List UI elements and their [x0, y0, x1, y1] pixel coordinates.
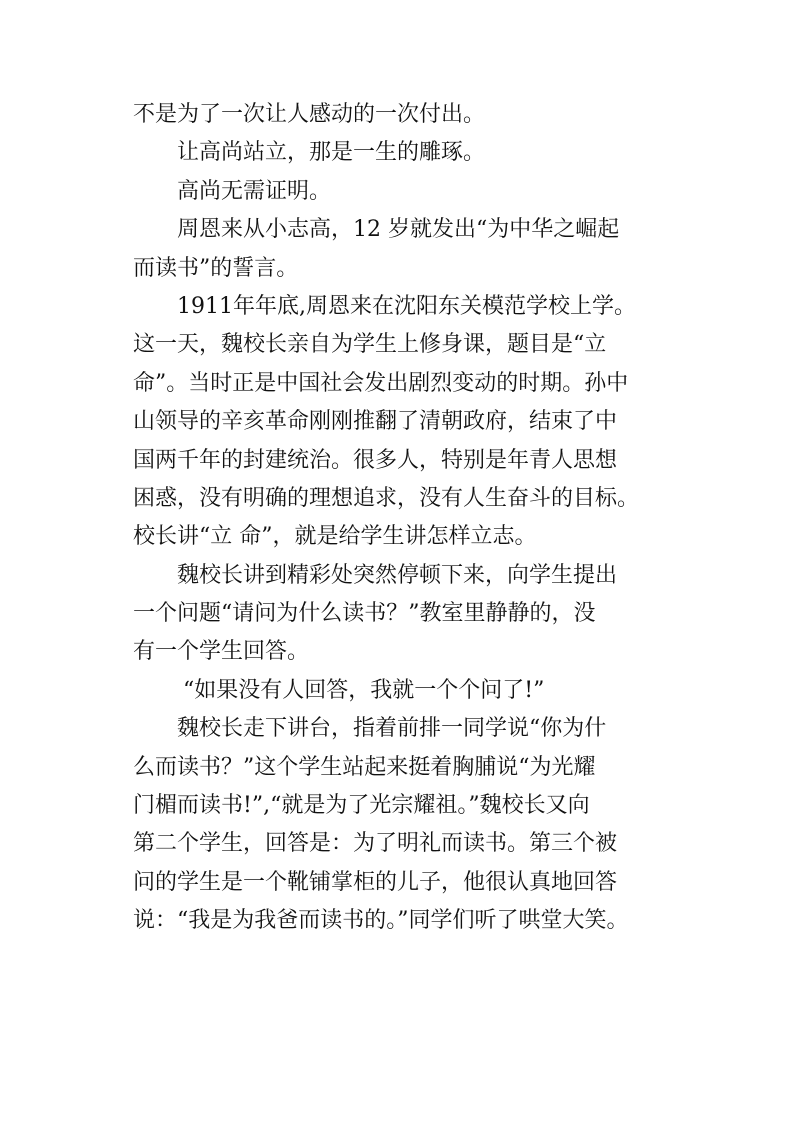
- text-line: 魏校长走下讲台，指着前排一同学说“你为什: [177, 716, 607, 742]
- text-line: 困惑，没有明确的理想追求，没有人生奋斗的目标。: [133, 485, 640, 511]
- text-line: “如果没有人回答，我就一个个问了!”: [183, 677, 545, 703]
- text-line: 这一天，魏校长亲自为学生上修身课，题目是“立: [133, 332, 607, 358]
- text-line: 有一个学生回答。: [133, 639, 310, 665]
- text-line: 一个问题“请问为什么读书？”教室里静静的，没: [133, 601, 596, 627]
- text-line: 而读书”的誓言。: [133, 255, 299, 281]
- text-line: 山领导的辛亥革命刚刚推翻了清朝政府，结束了中: [133, 409, 618, 435]
- text-line: 说：“我是为我爸而读书的。”同学们听了哄堂大笑。: [133, 908, 629, 934]
- text-line: 命”。当时正是中国社会发出剧烈变动的时期。孙中: [133, 370, 629, 396]
- text-line: 校长讲“立 命”，就是给学生讲怎样立志。: [133, 524, 537, 550]
- body-text: [133, 96, 678, 941]
- text-line: 国两千年的封建统治。很多人，特别是年青人思想: [133, 447, 618, 473]
- text-line: 魏校长讲到精彩处突然停顿下来，向学生提出: [177, 562, 618, 588]
- text-line: 高尚无需证明。: [177, 178, 332, 204]
- text-line: 不是为了一次让人感动的一次付出。: [133, 102, 486, 127]
- text-line: 门楣而读书!”,“就是为了光宗耀祖。”魏校长又向: [133, 793, 590, 819]
- text-line: 让高尚站立，那是一生的雕琢。: [177, 140, 486, 166]
- text-line: 周恩来从小志高，12 岁就发出“为中华之崛起: [177, 217, 620, 243]
- text-line: 第二个学生，回答是：为了明礼而读书。第三个被: [133, 831, 618, 857]
- text-line: 1911年年底,周恩来在沈阳东关模范学校上学。: [177, 293, 636, 319]
- text-line: 问的学生是一个靴铺掌柜的儿子，他很认真地回答: [133, 869, 618, 895]
- text-line: 么而读书？”这个学生站起来挺着胸脯说“为光耀: [133, 754, 596, 780]
